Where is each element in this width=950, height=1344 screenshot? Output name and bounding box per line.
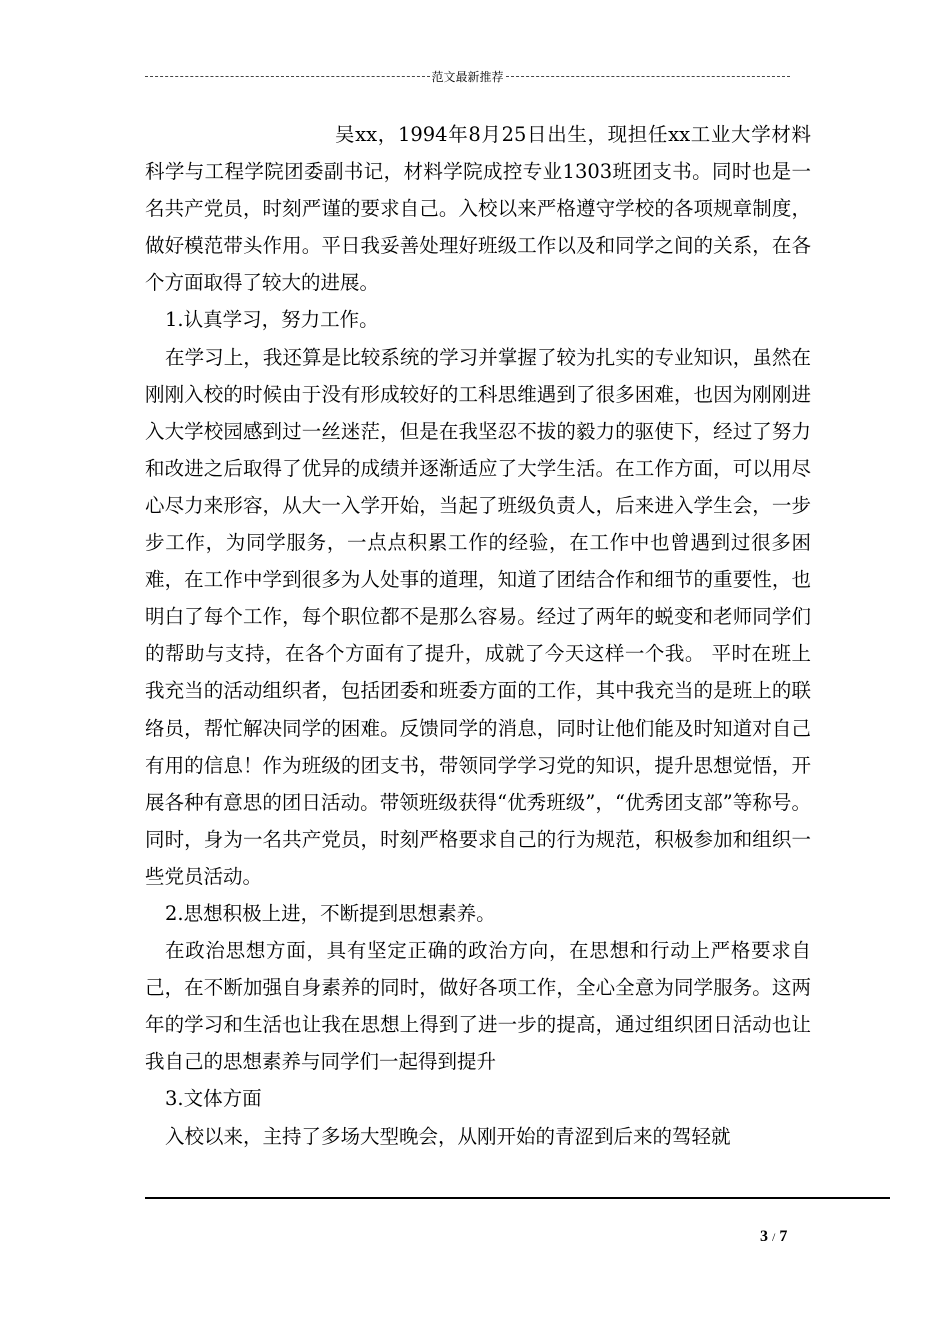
page-header <box>145 66 790 86</box>
page-total: 7 <box>779 1228 788 1245</box>
sports-culture-paragraph: 入校以来，主持了多场大型晚会，从刚开始的青涩到后来的驾轻就 <box>165 1124 731 1148</box>
intro-paragraph: 吴xx，1994年8月25日出生，现担任xx工业大学材料科学与工程学院团委副书记，材料学院成控专业1303班团支书。同时也是一名共产党员，时刻严谨的要求自己。入校以来严格遵守学校的各项规章制度，做好模范带头作用。平日我妥善处理好班级工作以及和同学之间的关系，在各个方面取得了较大的进展。 <box>145 123 811 295</box>
section-heading-2: 2.思想积极上进，不断提到思想素养。 <box>165 901 496 925</box>
ideology-paragraph: 在政治思想方面，具有坚定正确的政治方向，在思想和行动上严格要求自己，在不断加强自身素养的同时，做好各项工作，全心全意为同学服务。这两年的学习和生活也让我在思想上得到了进一步的提高，通过组织团日活动也让我自己的思想素养与同学们一起得到提升 <box>145 939 811 1074</box>
header-dashed-rule-right <box>506 76 791 77</box>
page-separator: / <box>772 1230 776 1244</box>
study-work-paragraph: 在学习上，我还算是比较系统的学习并掌握了较为扎实的专业知识，虽然在刚刚入校的时候由于没有形成较好的工科思维遇到了很多困难，也因为刚刚进入大学校园感到过一丝迷茫，但是在我坚忍不拔的毅力的驱使下，经过了努力和改进之后取得了优异的成绩并逐渐适应了大学生活。在工作方面，可以用尽心尽力来形容，从大一入学开始，当起了班级负责人，后来进入学生会，一步步工作，为同学服务，一点点积累工作的经验，在工作中也曾遇到过很多困难，在工作中学到很多为人处事的道理，知道了团结合作和细节的重要性，也明白了每个工作，每个职位都不是那么容易。经过了两年的蜕变和老师同学们的帮助与支持，在各个方面有了提升，成就了今天这样一个我。 平时在班上我充当的活动组织者，包括团委和班委方面的工作，其中我充当的是班上的联络员，帮忙解决同学的困难。反馈同学的消息，同时让他们能及时知道对自己有用的信息！作为班级的团支书，带领同学学习党的知识，提升思想觉悟，开展各种有意思的团日活动。带领班级获得“优秀班级”，“优秀团支部”等称号。同时，身为一名共产党员，时刻严格要求自己的行为规范，积极参加和组织一些党员活动。 <box>145 345 811 888</box>
section-heading-1: 1.认真学习，努力工作。 <box>165 308 379 332</box>
page-current: 3 <box>760 1228 768 1245</box>
document-body <box>145 116 811 1155</box>
section-heading-3: 3.文体方面 <box>165 1087 262 1111</box>
page-number <box>760 1228 820 1246</box>
header-dashed-rule-left <box>145 76 430 77</box>
header-label: 范文最新推荐 <box>431 69 504 84</box>
footer-divider <box>145 1197 890 1199</box>
